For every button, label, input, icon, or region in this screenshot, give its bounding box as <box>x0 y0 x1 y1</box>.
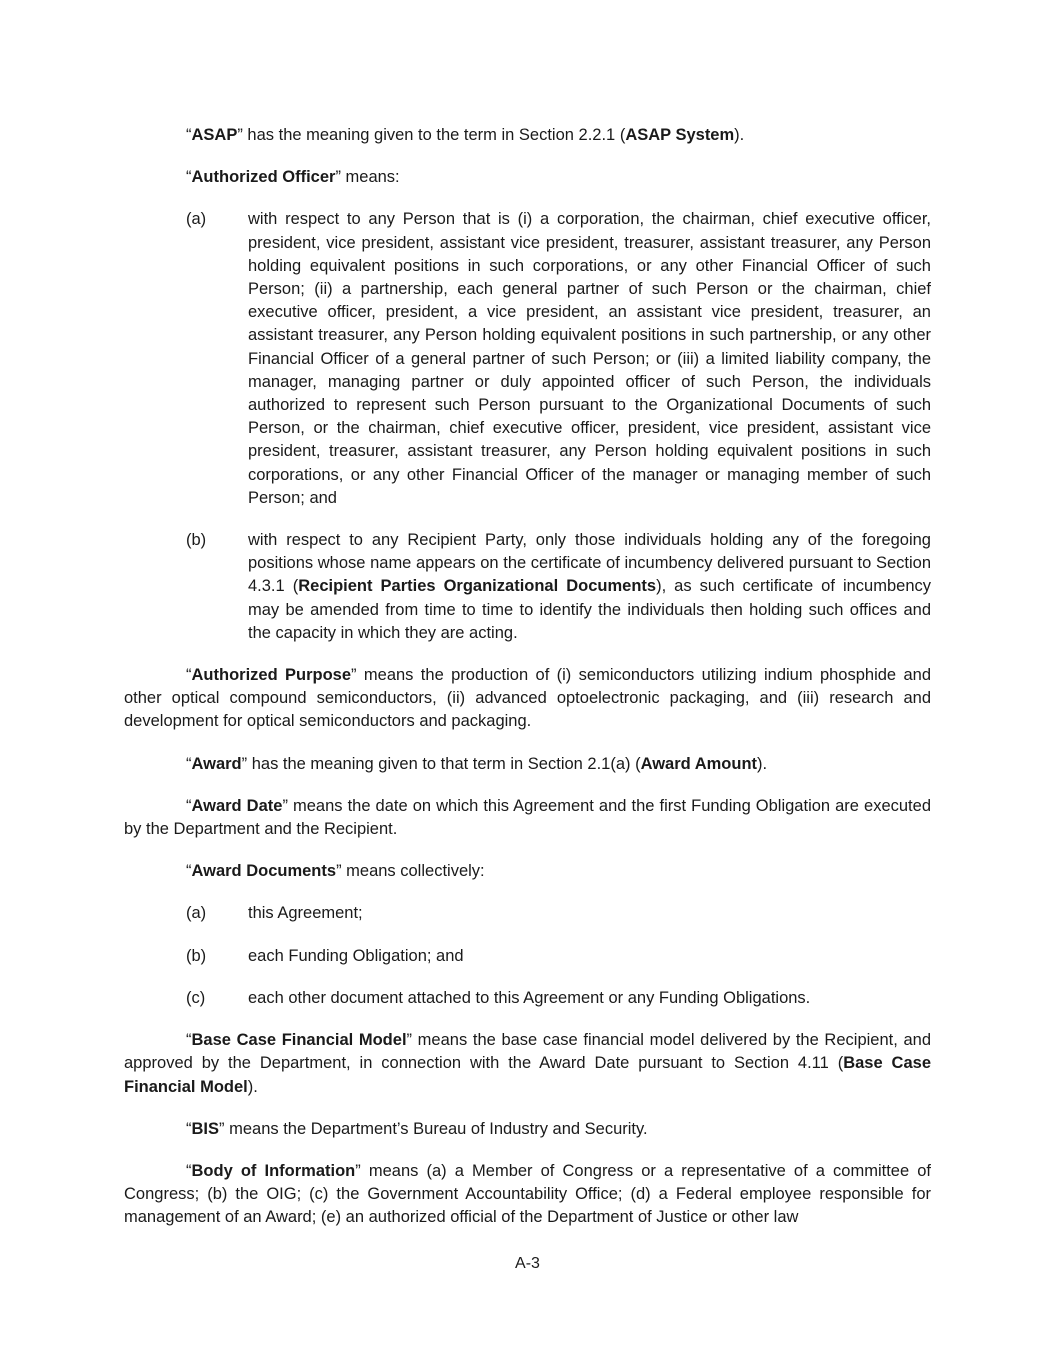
term-asap: ASAP <box>191 126 238 144</box>
definition-authorized-officer: “Authorized Officer” means: <box>186 168 400 187</box>
item-text: this Agreement; <box>248 904 363 923</box>
item-label: (a) <box>186 210 207 229</box>
item-text: each other document attached to this Agreement or any Funding Obligations. <box>248 988 811 1007</box>
definition-base-case-financial-model: “Base Case Financial Model” means the base case financial model delivered by the Recipient, and approved by the Department, in connection with the Award Date pursuant to Section 4.11 (Base Case Financial Model). <box>124 1031 932 1096</box>
definition-authorized-purpose: “Authorized Purpose” means the production of (i) semiconductors utilizing indium phosphide and other optical compound semiconductors, (ii) advanced optoelectronic packaging, and (iii) research and development for optical semiconductors and packaging. <box>124 666 931 731</box>
item-label: (c) <box>186 988 206 1007</box>
term-award: Award <box>191 754 242 773</box>
item-text: with respect to any Recipient Party, only those individuals holding any of the foregoing positions whose name appears on the certificate of incumbency delivered pursuant to Section 4.3.1 (Recipient Parties Organizational Documents), as such certificate of incumbency may be amended from time to time to identify the individuals then holding such offices and the capacity in which they are acting. <box>248 531 932 642</box>
list-item <box>186 902 931 925</box>
list-item <box>186 987 931 1010</box>
definition-asap: “ASAP” has the meaning given to the term in Section 2.2.1 (ASAP System). <box>186 126 745 144</box>
definition-body-of-information: “Body of Information” means (a) a Member of Congress or a representative of a committee of Congress; (b) the OIG; (c) the Government Accountability Office; (d) a Federal employee responsible for management of an Award; (e) an authorized official of the Department of Justice or other law <box>124 1161 932 1227</box>
term-base-case-financial-model: Base Case Financial Model <box>191 1031 407 1050</box>
term-award-documents: Award Documents <box>191 862 337 881</box>
item-label: (b) <box>186 946 207 965</box>
definition-award-documents: “Award Documents” means collectively: <box>186 862 485 881</box>
list-item <box>186 529 931 645</box>
term-body-of-information: Body of Information <box>191 1161 356 1180</box>
term-authorized-officer: Authorized Officer <box>191 168 336 187</box>
term-authorized-purpose: Authorized Purpose <box>191 666 352 685</box>
item-text: with respect to any Person that is (i) a corporation, the chairman, chief executive officer, president, vice president, assistant vice president, treasurer, assistant treasurer, any Person holding equivalent positions in such corporations, or any other Financial Officer of such Person; (ii) a partnership, each general partner of such Person or the chairman, chief executive officer, president, a vice president, an assistant vice president, treasurer, an assistant treasurer, any Person holding equivalent positions in such partnership, or any other Financial Officer of a general partner of such Person; or (iii) a limited liability company, the manager, managing partner or duly appointed officer of such Person, the individuals authorized to represent such Person pursuant to the Organizational Documents of such Person, or the chairman, chief executive officer, president, vice president, assistant vice president, treasurer, assistant treasurer, any Person holding equivalent positions in such corporations, or any other Financial Officer of the manager or managing member of such Person; and <box>248 210 931 507</box>
ref-recipient-parties-organizational-documents: Recipient Parties Organizational Documents <box>298 577 657 596</box>
ref-award-amount: Award Amount <box>640 754 758 773</box>
definition-award-date: “Award Date” means the date on which this Agreement and the first Funding Obligation are executed by the Department and the Recipient. <box>124 796 931 839</box>
item-label: (a) <box>186 904 207 923</box>
list-item <box>186 945 931 968</box>
page-number: A-3 <box>515 1255 540 1272</box>
ref-asap-system: ASAP System <box>625 126 735 144</box>
definition-award: “Award” has the meaning given to that term in Section 2.1(a) (Award Amount). <box>186 754 768 773</box>
term-bis: BIS <box>191 1119 220 1138</box>
list-item <box>186 208 931 510</box>
term-award-date: Award Date <box>191 796 283 815</box>
item-text: each Funding Obligation; and <box>248 946 464 965</box>
item-label: (b) <box>186 531 207 550</box>
definition-bis: “BIS” means the Department’s Bureau of Industry and Security. <box>186 1119 648 1138</box>
ref-base-case-financial-model: Base Case Financial Model <box>124 1054 932 1096</box>
